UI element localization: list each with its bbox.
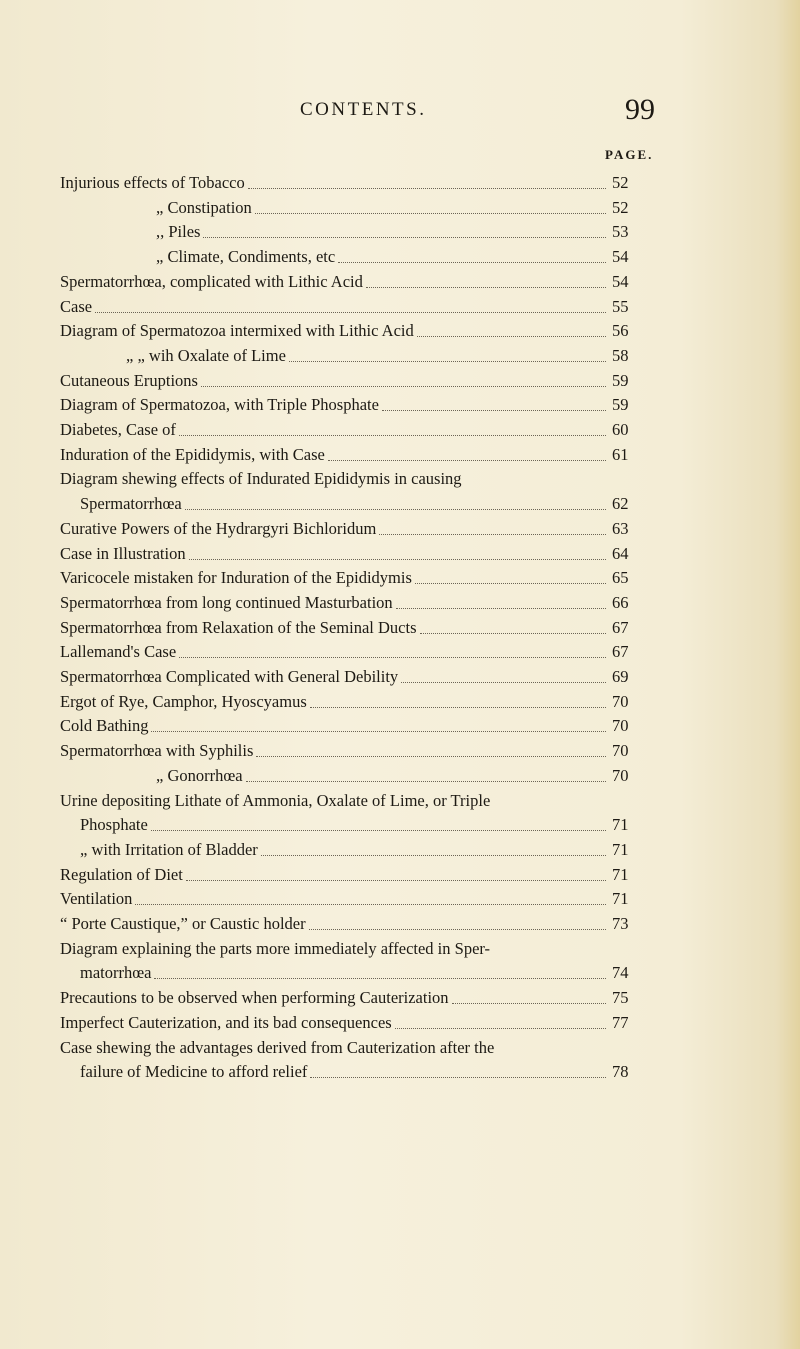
page-column-label: PAGE. — [605, 147, 654, 162]
toc-entry-title: Diagram of Spermatozoa intermixed with Lithic Acid — [60, 321, 414, 340]
dot-leader — [328, 444, 606, 461]
toc-entry — [0, 172, 800, 194]
toc-entry-page: 69 — [612, 667, 629, 686]
toc-entry — [0, 419, 800, 441]
toc-entry — [0, 987, 800, 1009]
toc-entry — [0, 518, 800, 540]
dot-leader — [246, 765, 606, 782]
toc-entry — [0, 962, 800, 984]
toc-entry-title: Cutaneous Eruptions — [60, 371, 198, 390]
toc-entry-title: Spermatorrhœa with Syphilis — [60, 741, 254, 760]
toc-entry-title: „ Climate, Condiments, etc — [156, 247, 336, 266]
toc-entry-title: Lallemand's Case — [60, 642, 177, 661]
dot-leader — [417, 320, 606, 337]
toc-entry-page: 78 — [612, 1062, 629, 1081]
toc-entry — [0, 617, 800, 639]
toc-entry — [0, 345, 800, 367]
toc-entry — [0, 1037, 800, 1059]
toc-entry-title: Spermatorrhœa Complicated with General Debility — [60, 667, 399, 686]
toc-entry-page: 59 — [612, 395, 629, 414]
toc-entry — [0, 888, 800, 910]
toc-entry-title: Varicocele mistaken for Induration of the Epididymis — [60, 568, 412, 587]
toc-entry-page: 60 — [612, 420, 629, 439]
toc-entry-page: 71 — [612, 840, 629, 859]
toc-entry-title: matorrhœa — [80, 963, 152, 982]
toc-entry-page: 70 — [612, 692, 629, 711]
toc-entry-title: ,, Piles — [156, 222, 201, 241]
dot-leader — [415, 567, 606, 584]
toc-entry-title: Spermatorrhœa from Relaxation of the Seminal Ducts — [60, 618, 417, 637]
dot-leader — [154, 962, 606, 979]
dot-leader — [151, 715, 606, 732]
toc-entry — [0, 567, 800, 589]
toc-entry-page: 54 — [612, 247, 629, 266]
dot-leader — [379, 518, 606, 535]
toc-entry-page: 73 — [612, 914, 629, 933]
toc-entry-title: „ with Irritation of Bladder — [80, 840, 258, 859]
dot-leader — [382, 394, 606, 411]
toc-entry — [0, 592, 800, 614]
toc-entry — [0, 493, 800, 515]
toc-entry — [0, 271, 800, 293]
dot-leader — [310, 691, 606, 708]
toc-entry-title: Case — [60, 297, 93, 316]
toc-entry — [0, 641, 800, 663]
toc-entry-page: 55 — [612, 297, 629, 316]
toc-entry-title: Precautions to be observed when performing Cauterization — [60, 988, 449, 1007]
toc-entry-title: Ventilation — [60, 889, 133, 908]
dot-leader — [310, 1061, 606, 1078]
toc-entry — [0, 790, 800, 812]
toc-entry-page: 74 — [612, 963, 629, 982]
toc-entry-page: 53 — [612, 222, 629, 241]
dot-leader — [189, 543, 606, 560]
toc-entry — [0, 938, 800, 960]
dot-leader — [338, 246, 606, 263]
dot-leader — [396, 592, 606, 609]
toc-entry — [0, 197, 800, 219]
toc-entry-page: 61 — [612, 445, 629, 464]
toc-entry-title: Diagram of Spermatozoa, with Triple Phosphate — [60, 395, 379, 414]
toc-entry-page: 77 — [612, 1013, 629, 1032]
dot-leader — [401, 666, 606, 683]
toc-entry — [0, 370, 800, 392]
toc-entry — [0, 394, 800, 416]
toc-entry — [0, 1012, 800, 1034]
toc-entry-title: Regulation of Diet — [60, 865, 183, 884]
dot-leader — [135, 888, 606, 905]
toc-entry-title: Curative Powers of the Hydrargyri Bichloridum — [60, 519, 377, 538]
toc-entry-page: 67 — [612, 618, 629, 637]
dot-leader — [248, 172, 606, 189]
toc-entry-title: Spermatorrhœa, complicated with Lithic Acid — [60, 272, 363, 291]
dot-leader — [309, 913, 606, 930]
toc-entry-page: 63 — [612, 519, 629, 538]
toc-entry — [0, 691, 800, 713]
toc-entry-page: 62 — [612, 494, 629, 513]
toc-entry-page: 70 — [612, 716, 629, 735]
toc-entry-title: Diagram shewing effects of Indurated Epididymis in causing — [60, 469, 462, 488]
dot-leader — [289, 345, 606, 362]
page-number: 99 — [625, 93, 655, 126]
toc-entry-page: 71 — [612, 815, 629, 834]
toc-entry — [0, 468, 800, 490]
dot-leader — [395, 1012, 606, 1029]
page-header — [0, 93, 800, 127]
dot-leader — [179, 419, 606, 436]
toc-entry-title: Diagram explaining the parts more immediately affected in Sper- — [60, 939, 491, 958]
toc-entry — [0, 444, 800, 466]
toc-entry — [0, 715, 800, 737]
toc-entry-page: 52 — [612, 173, 629, 192]
running-head: CONTENTS. — [300, 99, 427, 120]
toc-entry-page: 75 — [612, 988, 629, 1007]
toc-entry — [0, 765, 800, 787]
dot-leader — [255, 197, 606, 214]
dot-leader — [151, 814, 606, 831]
toc-entry-page: 59 — [612, 371, 629, 390]
toc-entry-title: Cold Bathing — [60, 716, 149, 735]
toc-entry-page: 70 — [612, 741, 629, 760]
toc-entry-page: 64 — [612, 544, 629, 563]
dot-leader — [95, 296, 606, 313]
toc-entry — [0, 320, 800, 342]
dot-leader — [203, 221, 606, 238]
toc-entry-page: 56 — [612, 321, 629, 340]
toc-entry-title: Spermatorrhœa — [80, 494, 182, 513]
toc-entry — [0, 543, 800, 565]
dot-leader — [186, 864, 606, 881]
toc-entry — [0, 296, 800, 318]
toc-entry-title: „ Constipation — [156, 198, 252, 217]
toc-entry — [0, 1061, 800, 1083]
toc-entry-page: 66 — [612, 593, 629, 612]
toc-entry — [0, 246, 800, 268]
toc-entry-title: Ergot of Rye, Camphor, Hyoscyamus — [60, 692, 307, 711]
toc-entry-page: 71 — [612, 865, 629, 884]
toc-entry-title: Induration of the Epididymis, with Case — [60, 445, 325, 464]
toc-entry-title: „ Gonorrhœa — [156, 766, 243, 785]
toc-entry-title: „ „ wih Oxalate of Lime — [126, 346, 286, 365]
toc-entry-title: “ Porte Caustique,” or Caustic holder — [60, 914, 306, 933]
toc-entry-title: Injurious effects of Tobacco — [60, 173, 245, 192]
dot-leader — [420, 617, 606, 634]
toc-entry-title: Case shewing the advantages derived from Cauterization after the — [60, 1038, 495, 1057]
toc-entry — [0, 666, 800, 688]
dot-leader — [201, 370, 606, 387]
dot-leader — [179, 641, 606, 658]
dot-leader — [261, 839, 606, 856]
toc-entry-title: Diabetes, Case of — [60, 420, 176, 439]
toc-entry — [0, 740, 800, 762]
dot-leader — [366, 271, 606, 288]
toc-entry-page: 70 — [612, 766, 629, 785]
toc-entry-title: Urine depositing Lithate of Ammonia, Oxalate of Lime, or Triple — [60, 791, 491, 810]
toc-entry-page: 71 — [612, 889, 629, 908]
toc-entry-page: 54 — [612, 272, 629, 291]
toc-entry-page: 65 — [612, 568, 629, 587]
dot-leader — [256, 740, 606, 757]
toc-entry-page: 67 — [612, 642, 629, 661]
toc-entry — [0, 814, 800, 836]
toc-entry — [0, 221, 800, 243]
toc-entry — [0, 839, 800, 861]
toc-entry-title: Spermatorrhœa from long continued Masturbation — [60, 593, 393, 612]
toc-entry-title: failure of Medicine to afford relief — [80, 1062, 308, 1081]
toc-entry — [0, 913, 800, 935]
toc-entry-title: Phosphate — [80, 815, 148, 834]
toc-entry-page: 52 — [612, 198, 629, 217]
toc-entry-title: Imperfect Cauterization, and its bad consequences — [60, 1013, 392, 1032]
toc-entry-page: 58 — [612, 346, 629, 365]
dot-leader — [452, 987, 606, 1004]
dot-leader — [185, 493, 606, 510]
toc-entry-title: Case in Illustration — [60, 544, 186, 563]
toc-entry — [0, 864, 800, 886]
